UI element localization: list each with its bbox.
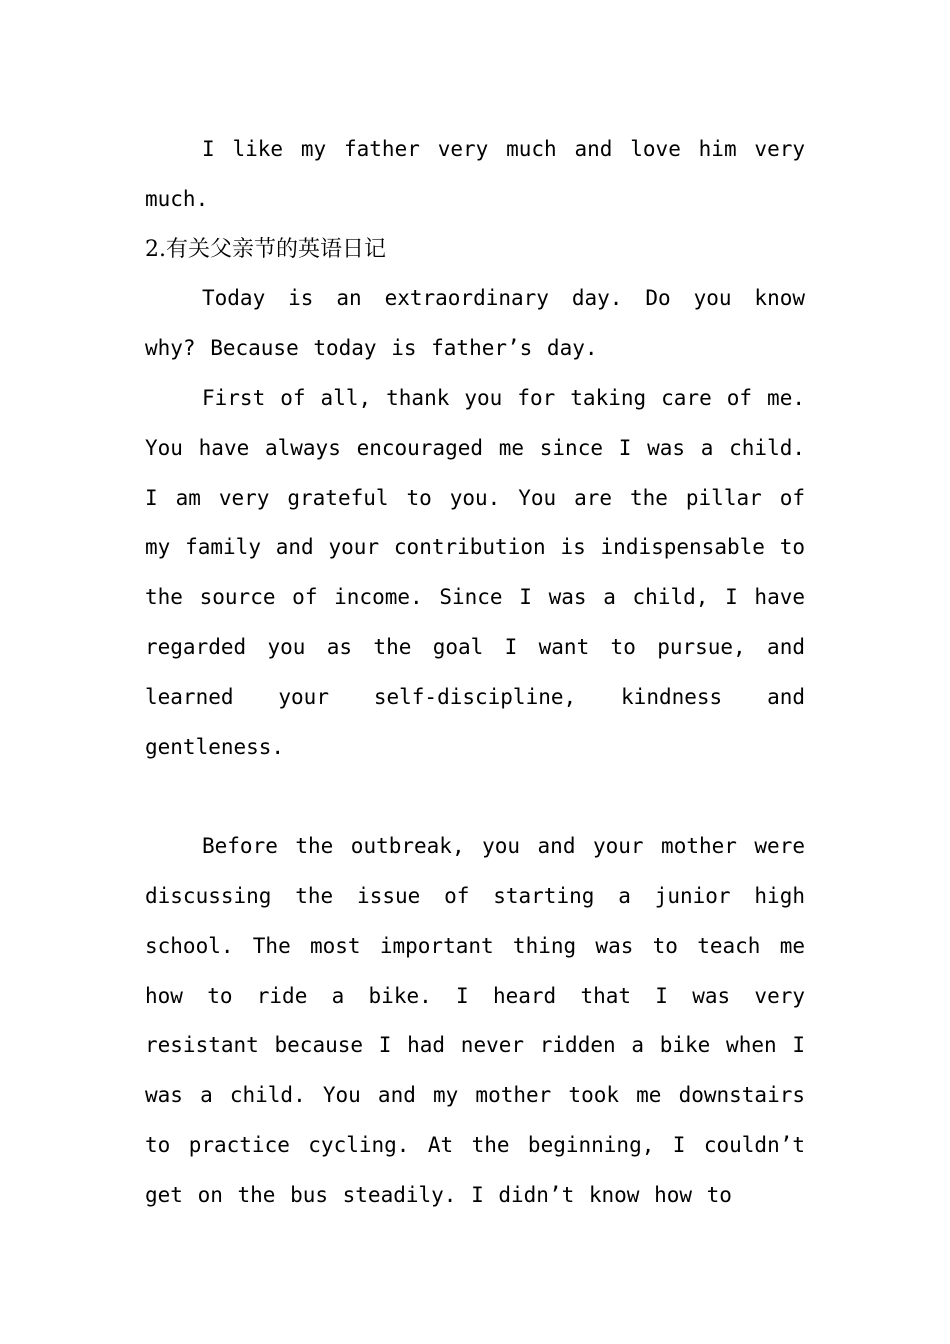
paragraph-thanks: First of all, thank you for taking care of me. You have always encouraged me since I was a child. I am very grateful to you. You are the pillar of my family and your contribution is indispensable to the source of income. Since I was a child, I have regarded you as the goal I want to pursue, and learned your self-discipline, kindness and gentleness. [145,385,805,759]
paragraph-bike-story: Before the outbreak, you and your mother were discussing the issue of starting a junior high school. The most important thing was to teach me how to ride a bike. I heard that I was very resistant because I had never ridden a bike when I was a child. You and my mother took me downstairs to practice cycling. At the beginning, I couldn’t get on the bus steadily. I didn’t know how to [145,834,805,1207]
paragraph-father-love: I like my father very much and love him very much. [145,137,805,211]
paragraph-fathers-day-intro: Today is an extraordinary day. Do you know why? Because today is father’s day. [145,286,805,361]
document-body [145,125,805,1221]
blank-line [145,772,805,822]
section-heading: 2.有关父亲节的英语日记 [145,236,386,262]
